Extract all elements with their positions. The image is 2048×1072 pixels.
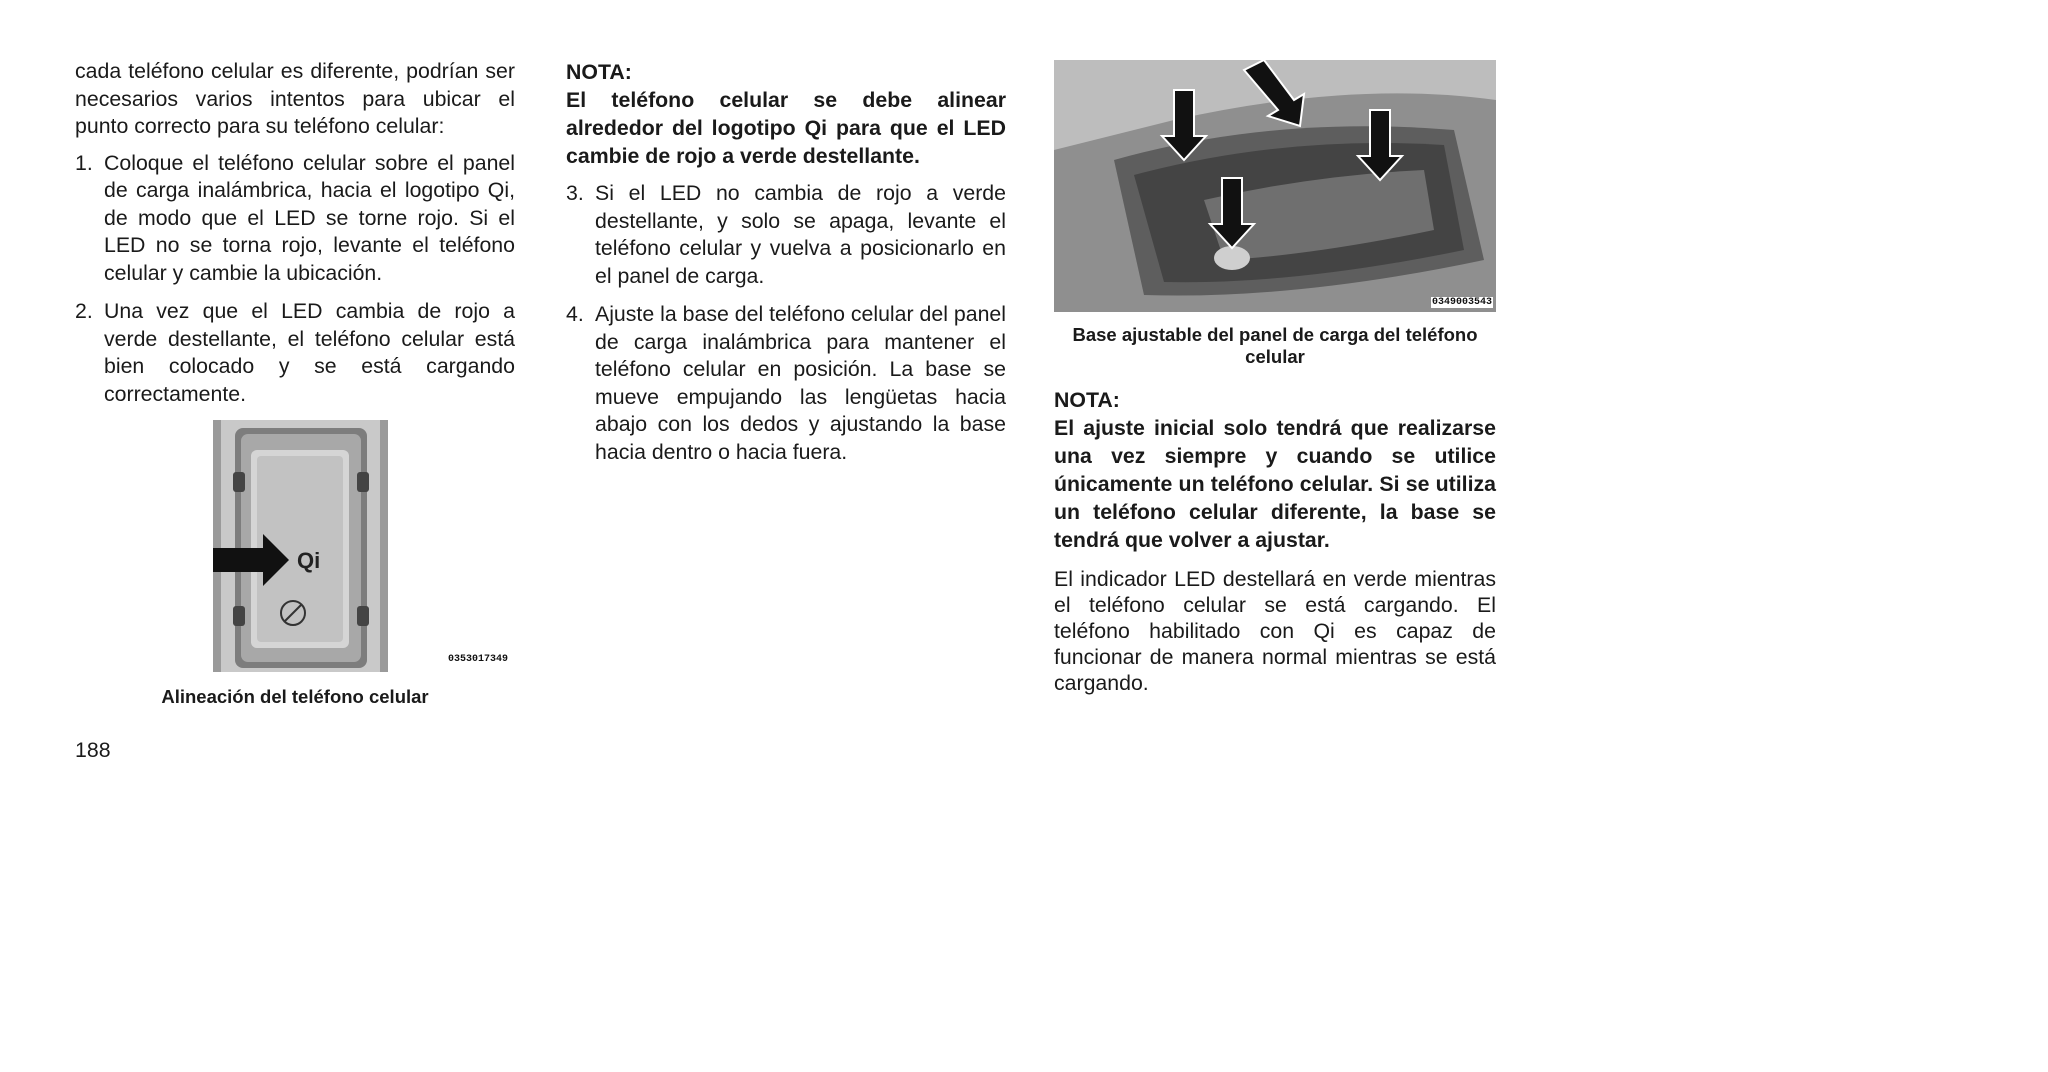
figure-code: 0353017349 bbox=[448, 654, 509, 665]
figure-caption: Alineación del teléfono celular bbox=[161, 686, 429, 707]
note-heading: NOTA: bbox=[1054, 388, 1120, 412]
note-heading: NOTA: bbox=[566, 60, 632, 84]
column-middle bbox=[566, 58, 1006, 466]
intro-paragraph: cada teléfono celular es diferente, podrían ser necesarios varios intentos para ubicar el punto correcto para su teléfono celular: bbox=[75, 59, 515, 138]
figure-code: 0349003543 bbox=[1431, 297, 1492, 308]
figure-phone-alignment bbox=[75, 420, 515, 672]
led-paragraph: El indicador LED destellará en verde mientras el teléfono celular se está cargando. El teléfono habilitado con Qi es capaz de funcionar de manera normal mientras se está cargando. bbox=[1054, 567, 1496, 695]
column-left bbox=[75, 58, 515, 708]
step-text: Ajuste la base del teléfono celular del panel de carga inalámbrica para mantener el teléfono celular en posición. La base se mueve empujando las lengüetas hacia abajo con los dedos y ajustando la base hacia dentro o hacia fuera. bbox=[595, 302, 1006, 464]
svg-text:Qi: Qi bbox=[297, 548, 321, 573]
figure-adjustable-base bbox=[1054, 60, 1496, 312]
step-text: Si el LED no cambia de rojo a verde destellante, y solo se apaga, levante el teléfono celular y vuelva a posicionarlo en el panel de carga. bbox=[595, 181, 1006, 288]
steps-list-1 bbox=[75, 150, 515, 409]
list-item bbox=[75, 150, 515, 288]
list-item bbox=[566, 301, 1006, 466]
step-text: Una vez que el LED cambia de rojo a verde destellante, el teléfono celular está bien colocado y se está cargando correctamente. bbox=[104, 299, 515, 406]
adjustable-base-illustration bbox=[1054, 60, 1496, 312]
page-number: 188 bbox=[75, 738, 111, 762]
step-number: 4. bbox=[566, 302, 584, 326]
column-right bbox=[1054, 60, 1496, 696]
steps-list-2 bbox=[566, 180, 1006, 466]
note-body: El teléfono celular se debe alinear alrededor del logotipo Qi para que el LED cambie de rojo a verde destellante. bbox=[566, 88, 1006, 168]
step-number: 3. bbox=[566, 181, 584, 205]
list-item bbox=[75, 298, 515, 408]
step-number: 1. bbox=[75, 150, 93, 175]
list-item bbox=[566, 180, 1006, 290]
phone-alignment-illustration bbox=[75, 420, 515, 672]
step-text: Coloque el teléfono celular sobre el panel de carga inalámbrica, hacia el logotipo Qi, de modo que el LED se torne rojo. Si el LED no se torna rojo, levante el teléfono celular y cambie la ubicación. bbox=[104, 150, 515, 285]
step-number: 2. bbox=[75, 299, 93, 323]
note-body: El ajuste inicial solo tendrá que realizarse una vez siempre y cuando se utilice únicamente un teléfono celular. Si se utiliza un teléfono celular diferente, la base se tendrá que volver a ajustar. bbox=[1054, 416, 1496, 552]
figure-caption: Base ajustable del panel de carga del teléfono celular bbox=[1072, 324, 1478, 367]
